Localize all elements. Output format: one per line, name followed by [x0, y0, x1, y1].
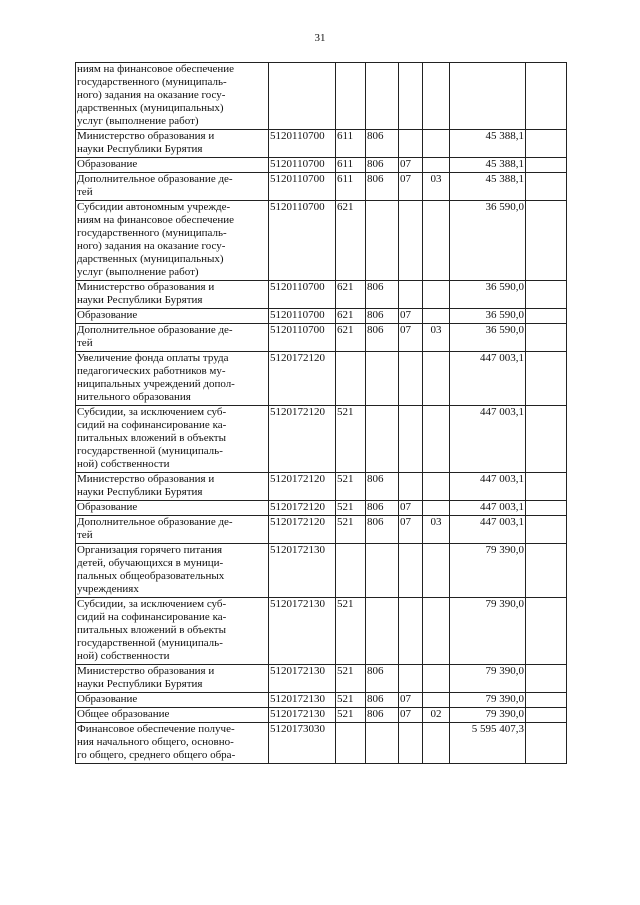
subsection-code-cell	[423, 63, 450, 130]
subsection-code-cell	[423, 598, 450, 665]
table-row	[76, 130, 567, 158]
amount-cell: 447 003,1	[450, 501, 526, 516]
section-code-cell	[399, 723, 423, 764]
row-name-cell: Дополнительное образование де- тей	[76, 173, 269, 201]
table-row	[76, 309, 567, 324]
row-name-cell: Дополнительное образование де- тей	[76, 324, 269, 352]
expense-type-cell: 521	[336, 516, 366, 544]
ministry-code-cell: 806	[366, 501, 399, 516]
table-row	[76, 201, 567, 281]
target-code-cell: 5120172120	[269, 501, 336, 516]
subsection-code-cell: 02	[423, 708, 450, 723]
ministry-code-cell	[366, 598, 399, 665]
subsection-code-cell	[423, 406, 450, 473]
ministry-code-cell: 806	[366, 130, 399, 158]
ministry-code-cell: 806	[366, 665, 399, 693]
empty-cell	[526, 201, 567, 281]
section-code-cell	[399, 130, 423, 158]
section-code-cell	[399, 406, 423, 473]
ministry-code-cell	[366, 406, 399, 473]
amount-cell: 79 390,0	[450, 693, 526, 708]
amount-cell: 36 590,0	[450, 201, 526, 281]
table-row	[76, 281, 567, 309]
target-code-cell: 5120110700	[269, 130, 336, 158]
expense-type-cell: 521	[336, 693, 366, 708]
subsection-code-cell	[423, 158, 450, 173]
table-row	[76, 501, 567, 516]
empty-cell	[526, 598, 567, 665]
amount-cell: 45 388,1	[450, 130, 526, 158]
empty-cell	[526, 723, 567, 764]
empty-cell	[526, 516, 567, 544]
amount-cell: 79 390,0	[450, 708, 526, 723]
ministry-code-cell	[366, 63, 399, 130]
target-code-cell: 5120110700	[269, 281, 336, 309]
table-row	[76, 173, 567, 201]
empty-cell	[526, 158, 567, 173]
section-code-cell	[399, 598, 423, 665]
target-code-cell: 5120172130	[269, 693, 336, 708]
table-row	[76, 406, 567, 473]
subsection-code-cell	[423, 309, 450, 324]
expense-type-cell: 521	[336, 708, 366, 723]
expense-type-cell: 521	[336, 598, 366, 665]
target-code-cell: 5120172120	[269, 406, 336, 473]
table-row	[76, 723, 567, 764]
amount-cell: 79 390,0	[450, 598, 526, 665]
expense-type-cell: 611	[336, 130, 366, 158]
ministry-code-cell: 806	[366, 473, 399, 501]
section-code-cell	[399, 352, 423, 406]
ministry-code-cell: 806	[366, 281, 399, 309]
target-code-cell: 5120110700	[269, 173, 336, 201]
row-name-cell: Финансовое обеспечение получе- ния начального общего, основно- го общего, среднего общего обра-	[76, 723, 269, 764]
empty-cell	[526, 473, 567, 501]
row-name-cell: Организация горячего питания детей, обучающихся в муници- пальных общеобразовательных учреждениях	[76, 544, 269, 598]
row-name-cell: Общее образование	[76, 708, 269, 723]
amount-cell: 36 590,0	[450, 281, 526, 309]
subsection-code-cell	[423, 201, 450, 281]
expense-type-cell: 611	[336, 158, 366, 173]
page-number: 31	[314, 32, 326, 44]
target-code-cell: 5120172130	[269, 708, 336, 723]
empty-cell	[526, 406, 567, 473]
subsection-code-cell: 03	[423, 516, 450, 544]
empty-cell	[526, 693, 567, 708]
target-code-cell: 5120172130	[269, 598, 336, 665]
subsection-code-cell	[423, 501, 450, 516]
row-name-cell: Субсидии, за исключением суб- сидий на софинансирование ка- питальных вложений в объекты государственной (муниципаль- ной) собственности	[76, 598, 269, 665]
table-row	[76, 352, 567, 406]
section-code-cell: 07	[399, 516, 423, 544]
target-code-cell: 5120172120	[269, 473, 336, 501]
subsection-code-cell	[423, 693, 450, 708]
table-body	[76, 63, 567, 764]
target-code-cell: 5120110700	[269, 201, 336, 281]
section-code-cell	[399, 201, 423, 281]
section-code-cell	[399, 281, 423, 309]
expense-type-cell: 621	[336, 324, 366, 352]
amount-cell: 45 388,1	[450, 173, 526, 201]
amount-cell: 447 003,1	[450, 406, 526, 473]
amount-cell: 45 388,1	[450, 158, 526, 173]
expense-type-cell: 621	[336, 309, 366, 324]
target-code-cell	[269, 63, 336, 130]
row-name-cell: Образование	[76, 309, 269, 324]
target-code-cell: 5120172130	[269, 544, 336, 598]
expense-type-cell: 611	[336, 173, 366, 201]
ministry-code-cell: 806	[366, 158, 399, 173]
budget-table	[75, 62, 567, 764]
empty-cell	[526, 130, 567, 158]
subsection-code-cell	[423, 130, 450, 158]
section-code-cell: 07	[399, 501, 423, 516]
amount-cell: 447 003,1	[450, 516, 526, 544]
empty-cell	[526, 324, 567, 352]
ministry-code-cell	[366, 544, 399, 598]
section-code-cell	[399, 544, 423, 598]
table-row	[76, 324, 567, 352]
empty-cell	[526, 63, 567, 130]
table-row	[76, 665, 567, 693]
ministry-code-cell	[366, 723, 399, 764]
subsection-code-cell	[423, 281, 450, 309]
expense-type-cell: 521	[336, 473, 366, 501]
empty-cell	[526, 309, 567, 324]
row-name-cell: Министерство образования и науки Республики Бурятия	[76, 665, 269, 693]
empty-cell	[526, 544, 567, 598]
amount-cell: 447 003,1	[450, 473, 526, 501]
empty-cell	[526, 708, 567, 723]
ministry-code-cell	[366, 352, 399, 406]
row-name-cell: ниям на финансовое обеспечение государственного (муниципаль- ного) задания на оказание госу- дарственных (муниципальных) услуг (выполнение работ)	[76, 63, 269, 130]
target-code-cell: 5120110700	[269, 158, 336, 173]
table-row	[76, 598, 567, 665]
target-code-cell: 5120172130	[269, 665, 336, 693]
section-code-cell: 07	[399, 173, 423, 201]
row-name-cell: Субсидии автономным учрежде- ниям на финансовое обеспечение государственного (муниципаль- ного) задания на оказание госу- дарственных (муниципальных) услуг (выполнение работ)	[76, 201, 269, 281]
section-code-cell: 07	[399, 324, 423, 352]
expense-type-cell	[336, 723, 366, 764]
section-code-cell	[399, 473, 423, 501]
table-row	[76, 544, 567, 598]
empty-cell	[526, 501, 567, 516]
table-row	[76, 516, 567, 544]
expense-type-cell	[336, 352, 366, 406]
row-name-cell: Министерство образования и науки Республики Бурятия	[76, 473, 269, 501]
amount-cell: 5 595 407,3	[450, 723, 526, 764]
target-code-cell: 5120172120	[269, 352, 336, 406]
row-name-cell: Образование	[76, 693, 269, 708]
ministry-code-cell: 806	[366, 324, 399, 352]
row-name-cell: Дополнительное образование де- тей	[76, 516, 269, 544]
section-code-cell: 07	[399, 693, 423, 708]
table-row	[76, 158, 567, 173]
section-code-cell: 07	[399, 309, 423, 324]
amount-cell: 79 390,0	[450, 665, 526, 693]
empty-cell	[526, 281, 567, 309]
amount-cell: 79 390,0	[450, 544, 526, 598]
expense-type-cell	[336, 544, 366, 598]
ministry-code-cell: 806	[366, 693, 399, 708]
expense-type-cell: 521	[336, 501, 366, 516]
subsection-code-cell	[423, 352, 450, 406]
table-row	[76, 693, 567, 708]
amount-cell: 36 590,0	[450, 324, 526, 352]
expense-type-cell: 621	[336, 201, 366, 281]
expense-type-cell: 521	[336, 406, 366, 473]
target-code-cell: 5120110700	[269, 309, 336, 324]
ministry-code-cell: 806	[366, 708, 399, 723]
empty-cell	[526, 173, 567, 201]
ministry-code-cell	[366, 201, 399, 281]
row-name-cell: Субсидии, за исключением суб- сидий на софинансирование ка- питальных вложений в объекты государственной (муниципаль- ной) собственности	[76, 406, 269, 473]
target-code-cell: 5120172120	[269, 516, 336, 544]
section-code-cell	[399, 665, 423, 693]
table-row	[76, 708, 567, 723]
section-code-cell	[399, 63, 423, 130]
ministry-code-cell: 806	[366, 173, 399, 201]
subsection-code-cell	[423, 544, 450, 598]
subsection-code-cell	[423, 723, 450, 764]
amount-cell: 447 003,1	[450, 352, 526, 406]
expense-type-cell: 521	[336, 665, 366, 693]
row-name-cell: Образование	[76, 501, 269, 516]
empty-cell	[526, 665, 567, 693]
row-name-cell: Увеличение фонда оплаты труда педагогических работников му- ниципальных учреждений допол- нительного образования	[76, 352, 269, 406]
row-name-cell: Министерство образования и науки Республики Бурятия	[76, 130, 269, 158]
amount-cell	[450, 63, 526, 130]
amount-cell: 36 590,0	[450, 309, 526, 324]
table-row	[76, 63, 567, 130]
ministry-code-cell: 806	[366, 309, 399, 324]
section-code-cell: 07	[399, 708, 423, 723]
expense-type-cell: 621	[336, 281, 366, 309]
target-code-cell: 5120110700	[269, 324, 336, 352]
subsection-code-cell	[423, 473, 450, 501]
empty-cell	[526, 352, 567, 406]
table-row	[76, 473, 567, 501]
subsection-code-cell: 03	[423, 173, 450, 201]
subsection-code-cell: 03	[423, 324, 450, 352]
expense-type-cell	[336, 63, 366, 130]
target-code-cell: 5120173030	[269, 723, 336, 764]
section-code-cell: 07	[399, 158, 423, 173]
subsection-code-cell	[423, 665, 450, 693]
ministry-code-cell: 806	[366, 516, 399, 544]
row-name-cell: Министерство образования и науки Республики Бурятия	[76, 281, 269, 309]
row-name-cell: Образование	[76, 158, 269, 173]
